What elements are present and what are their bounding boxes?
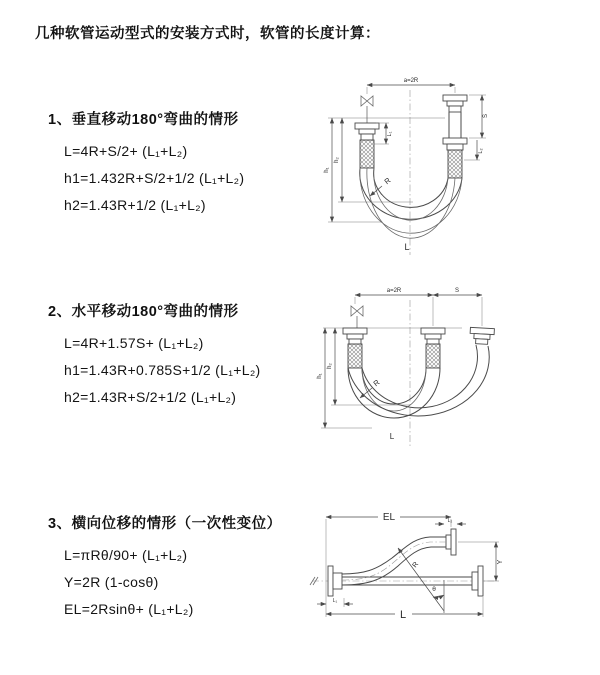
formula-line: Y=2R (1-cosθ) [64,574,159,590]
formula-line: h2=1.43R+S/2+1/2 (L₁+L₂) [64,389,237,405]
section-3-heading: 3、横向位移的情形（一次性变位） [48,516,282,532]
section-1 [48,108,244,219]
page-title: 几种软管运动型式的安装方式时，软管的长度计算： [35,26,380,42]
braid-section [426,344,440,368]
left-flange [328,566,342,596]
braid-section [360,140,374,168]
valve-icon [361,96,373,106]
dim-label-theta: θ [432,586,436,593]
formula-line: h2=1.43R+1/2 (L₁+L₂) [64,197,206,213]
dim-label-h2: h₂ [334,157,340,163]
theta-arc [433,595,444,597]
radius-leader [370,186,382,196]
diagram-lateral-displacement [298,492,598,652]
dim-label-l: L [404,242,410,252]
dim-label-r: R [382,175,393,187]
dim-label-r: R [411,560,421,570]
dim-label-l1: L₁ [332,598,338,604]
valve-icon [351,306,363,316]
right-fitting [443,95,467,178]
dim-label-r: R [371,377,382,389]
braid-section [348,344,362,368]
dim-label-l2: L₂ [478,148,484,154]
section-2-heading: 2、水平移动180°弯曲的情形 [48,304,239,320]
formula-line: L=4R+1.57S+ (L₁+L₂) [64,335,204,351]
middle-fitting [421,328,445,368]
left-fitting [355,123,379,168]
section-2 [48,300,261,411]
formula-line: EL=2Rsinθ+ (L₁+L₂) [64,601,194,617]
formula-line: L=4R+S/2+ (L₁+L₂) [64,143,188,159]
hose-arcs [360,168,462,238]
hose-arcs [348,345,489,418]
dim-label-h2: h₂ [327,363,333,369]
dim-label-l: L [399,609,407,621]
left-fitting [343,328,367,368]
formula-line: h1=1.43R+0.785S+1/2 (L₁+L₂) [64,362,261,378]
dim-label-l: L [389,432,395,441]
right-fitting [470,327,495,344]
dim-label-y: Y [497,559,504,565]
diagram-vertical-u-bend [310,70,600,260]
dim-label-h1: h₁ [317,373,323,379]
dim-label-s: S [454,288,460,294]
radius-line [398,548,444,611]
braid-section [448,150,462,178]
formula-line: h1=1.432R+S/2+1/2 (L₁+L₂) [64,170,245,186]
dim-label-h1: h₁ [324,167,330,173]
dim-label-a2r: a=2R [386,288,402,294]
dim-label-l2: L₂ [447,518,453,524]
dim-label-s: S [483,113,489,119]
formula-line: L=πRθ/90+ (L₁+L₂) [64,547,188,563]
diagram-horizontal-u-bend [310,280,600,460]
upper-flange [446,529,456,555]
section-1-heading: 1、垂直移动180°弯曲的情形 [48,112,239,128]
dim-label-el: EL [382,512,396,523]
section-3 [48,512,282,623]
dim-label-l1: L₁ [387,131,393,137]
s-curve-hose [342,537,446,585]
dim-label-a2r: a=2R [403,78,419,84]
